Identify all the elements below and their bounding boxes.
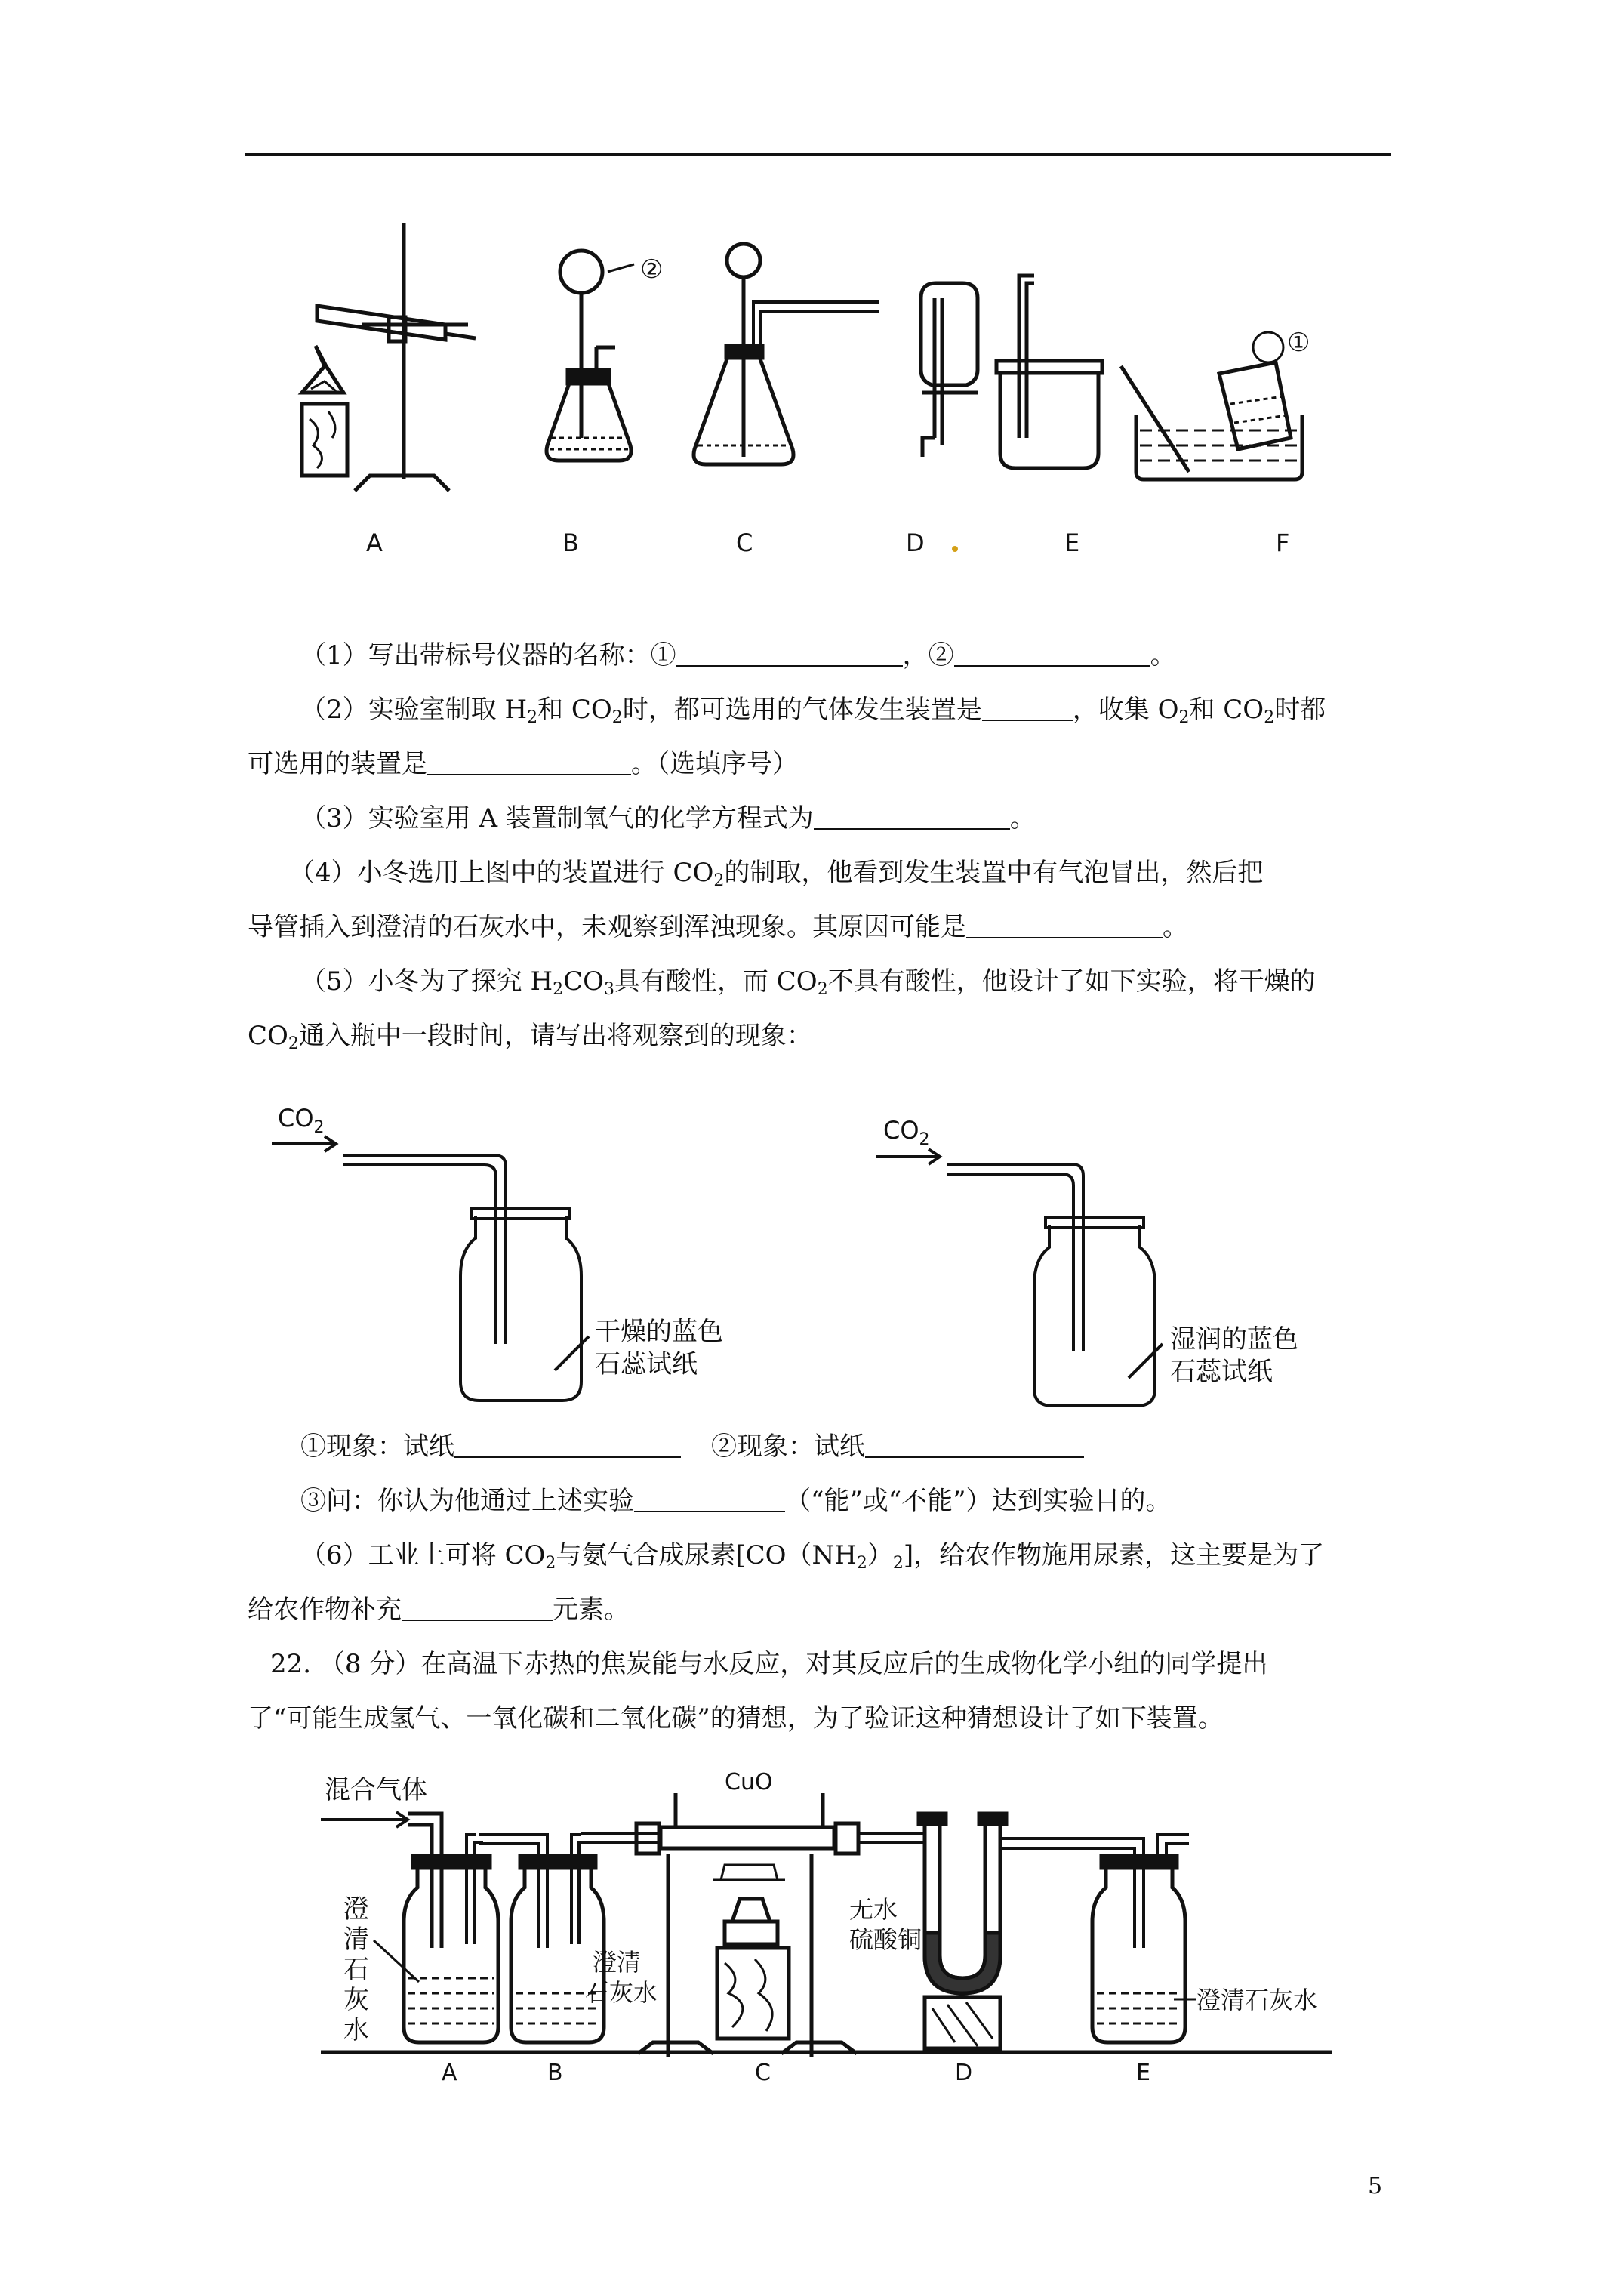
answer-blank — [402, 1594, 553, 1621]
svg-text:B: B — [547, 2060, 563, 2086]
svg-text:D: D — [955, 2060, 973, 2086]
svg-text:清: 清 — [343, 1925, 369, 1955]
answer-blank — [982, 694, 1073, 721]
answer-blank — [427, 748, 631, 775]
question-22-line-2: 了“可能生成氢气、一氧化碳和二氧化碳”的猜想，为了验证这种猜想设计了如下装置。 — [248, 1703, 1224, 1734]
svg-text:湿润的蓝色: 湿润的蓝色 — [1170, 1324, 1298, 1354]
label-a: A — [366, 529, 383, 557]
question-21-part2: ①现象：试纸 ②现象：试纸 ③问：你认为他通过上述实验 （“能”或“不能”）达到实验目的。 （6）工业上可将 $CO_2$与氨气合成尿素$[CO(NH_2)_2]$，给农作物施用尿素，这主要是为了 给农作物补充 元素。 22. （8 分）在高温下赤热的焦炭能与水反应，对其反应后的生成物化学小组的同学提出 了“可能生成氢气、一氧化碳和二氧化碳”的猜想，为了验证这种猜想设计了如下装置。 — [248, 1419, 1395, 1746]
wet-litmus-bottle — [876, 1116, 1298, 1406]
answer-blank — [634, 1485, 785, 1512]
u-tube-d — [849, 1814, 1006, 2048]
apparatus-b — [547, 251, 634, 461]
apparatus-c-heater — [636, 1769, 858, 2057]
label-b: B — [562, 529, 579, 557]
litmus-experiment-figure — [257, 1095, 1344, 1412]
dry-litmus-bottle — [272, 1104, 723, 1412]
svg-text:干燥的蓝色: 干燥的蓝色 — [595, 1317, 723, 1347]
q1-text: （1）写出带标号仪器的名称：① — [300, 640, 676, 670]
svg-text:澄清石灰水: 澄清石灰水 — [1196, 1986, 1318, 2014]
question-21-part1: （1）写出带标号仪器的名称：① ，② 。 （2）实验室制取 $H_2$和 $CO_2$时，都可选用的气体发生装置是 ，收集 $O_2$和 $CO_2$时都 可选用的装置是 。（选填序号） （3）实验室用 A 装置制氧气的化学方程式为 。 （4）小冬选用上图中的装置进行 $CO_2$的制取，他看到发生装置中有气泡冒出，然后把 导管插入到澄清的石灰水中，未观察到浑浊现象。其原因可能是 。 （5）小冬为了探究 $H_2CO_3$具有酸性，而 $CO_2$不具有酸性，他设计了如下实验，将干燥的 $CO_2$通入瓶中一段时间，请写出将观察到的现象： — [248, 640, 1326, 1053]
answer-blank — [966, 911, 1163, 938]
answer-blank — [865, 1431, 1084, 1458]
apparatus-e — [996, 276, 1102, 468]
svg-text:CO2: $CO_2$ — [278, 1104, 325, 1137]
marker-2-label: ② — [640, 254, 664, 285]
apparatus-a — [302, 223, 476, 491]
svg-text:灰: 灰 — [343, 1985, 369, 2015]
page-number: 5 — [1368, 2173, 1383, 2199]
svg-text:石灰水: 石灰水 — [585, 1978, 658, 2007]
gas-test-apparatus-figure — [321, 1767, 1332, 2084]
apparatus-f — [1121, 332, 1302, 479]
bottle-b — [511, 1835, 658, 2042]
svg-text:CuO: CuO — [725, 1769, 773, 1795]
label-e: E — [1064, 529, 1080, 557]
apparatus-figure-1 — [272, 211, 1374, 566]
answer-blank — [814, 803, 1010, 830]
svg-text:澄: 澄 — [343, 1894, 369, 1925]
svg-text:石蕊试纸: 石蕊试纸 — [595, 1349, 698, 1379]
marker-1-label: ① — [1287, 328, 1310, 358]
question-22-line-1: 22. （8 分）在高温下赤热的焦炭能与水反应，对其反应后的生成物化学小组的同学提出 — [270, 1649, 1268, 1679]
svg-text:澄清: 澄清 — [593, 1948, 642, 1977]
label-c: C — [736, 529, 753, 557]
svg-text:E: E — [1136, 2060, 1150, 2086]
label-f: F — [1276, 529, 1290, 557]
answer-blank — [954, 639, 1150, 667]
svg-text:混合气体: 混合气体 — [325, 1775, 427, 1805]
bottle-a — [343, 1814, 498, 2045]
apparatus-c — [694, 244, 879, 464]
svg-text:石蕊试纸: 石蕊试纸 — [1170, 1357, 1273, 1387]
svg-text:石: 石 — [343, 1955, 369, 1985]
header-rule — [245, 153, 1391, 156]
apparatus-d — [921, 283, 978, 457]
answer-blank — [676, 639, 903, 667]
svg-text:CO2: $CO_2$ — [883, 1116, 930, 1149]
answer-blank — [454, 1431, 681, 1458]
svg-text:A: A — [442, 2060, 457, 2086]
svg-text:无水: 无水 — [849, 1895, 898, 1924]
bottle-e — [1092, 1835, 1317, 2042]
svg-text:硫酸铜: 硫酸铜 — [849, 1925, 922, 1954]
svg-text:水: 水 — [343, 2015, 369, 2045]
label-d: D — [906, 529, 925, 557]
svg-text:C: C — [755, 2060, 771, 2086]
